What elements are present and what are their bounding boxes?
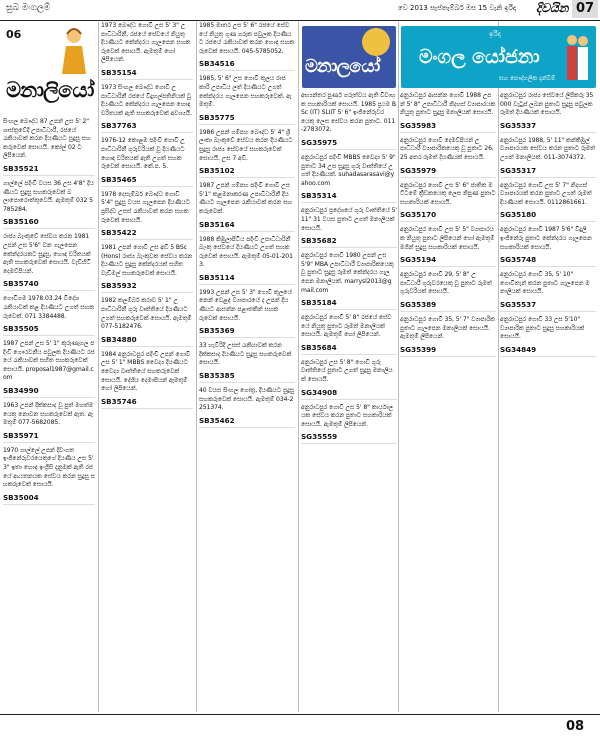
ad-reference-code: SB35775 (199, 113, 295, 125)
classified-ad-text: අනුරාධපුර ගොවි 1987 5'6" විදුලි ඉංජිනේරු පුතාට කේන්දරය ගැලපෙන සහකාරියක් සොයයි. (500, 226, 592, 251)
ad-reference-code: SG35180 (500, 210, 596, 222)
classified-ad-text: 1982 කලම්බර් කරාව 5' 1" උපාධිධාරිනී ගුරු වෘත්තියේ දියණියට උගත් සහකරුවෙක් සොයයි. ඇමතුම් 077-5182476. (101, 297, 192, 331)
ad-reference-code: SB35004 (3, 493, 95, 505)
ad-reference-code: SB35971 (3, 431, 95, 443)
column-divider (298, 22, 299, 712)
ad-reference-code: SB34516 (199, 59, 295, 71)
section-label: සුබ මංගලම් (6, 3, 51, 13)
classified-ad-text: 1988 කිඹුලාපිටිය පදිංචි උපාධිධාරිනී බැංකු සේවයේ දියණියට උගත් සහකරුවෙක් සොයයි. ඇමතුම් 05-01-2013. (199, 235, 293, 269)
couple-figure-icon (563, 32, 591, 82)
ad-column-5 (400, 92, 496, 712)
classified-ad-text: අභ්‍යන්තර පුර්ණ ගරුත්වය ඇති විවාහක සහකාරියක් සොයයි. 1985 ප්‍රථම BSc (IT) SLIIT 5' 6" ඉංජිනේරුවරයෙකු ලෙස සේවය කරන පුතාට. 011-2783072. (301, 92, 396, 134)
issue-date: වෙ 2013 සැප්තැම්බර් මස 15 වැනි ඉරිදා (398, 4, 516, 12)
ad-reference-code: SB35682 (301, 236, 397, 248)
column-divider (196, 22, 197, 712)
bride-figure-icon (56, 26, 92, 74)
section-number: 06 (6, 28, 22, 41)
ad-reference-code: SG35389 (400, 300, 496, 312)
ad-reference-code: SB35740 (3, 279, 95, 291)
classified-ad-text: අනුරාධපුර ගොවි 29, 5' 8" උපාධිධාරී ගුරුවරයෙකු වූ පුතාට රූමත් ගුරුවරියක් සොයයි. (400, 271, 492, 296)
classified-ad-text: අනුරාධපුර ගොවි 1980 උපන් උස 5'9" MBA උපාධිධාරී ව්‍යාපාරිකයෙකු වූ පුතාට සුදුසු රූමත් කේන්දරය ගැලපෙන මනාලියක්. marrysl2013@gmail.com (301, 252, 394, 294)
ad-reference-code: SB35160 (3, 217, 95, 229)
classified-ad-text: අනුරාධපුර ගොවි උස 5' 6" ජාතික මට්ටමේ ක්‍රීඩකයෙකු ලෙස නිපුණ පුතාට සහකාරියක් සොයයි. (400, 181, 496, 206)
ad-reference-code: SB35114 (199, 273, 295, 285)
brides-section-header (4, 24, 94, 116)
ad-column-3 (199, 22, 295, 712)
ad-reference-code: SB35422 (101, 228, 193, 240)
classified-ad-text: ගොවිගම 1978.03.24 විදේශ රැකියාවක් කළ දියණියට උගත් සහකරුවෙක්. 071 3384488. (3, 295, 95, 320)
classified-ad-text: 1987 උපන් උස 5' 1" කුරුණෑගල පදිංචි ගෞරවනීය පවුලක දියණියට රජයේ රැකියාවක් සහිත සහකරුවෙක් සොයයි. proposal1987@gmail.com (3, 340, 95, 382)
classified-ad-text: අනුරාධපුර ගොවි උස 5' 5" ව්‍යාපාරයක නියුතු පුතාට ලිපියෙන් හෝ ඇමතුම් මගින් සුදුසු සහකාරියක් සොයයි. (400, 226, 495, 251)
ad-reference-code: SB35154 (101, 68, 193, 80)
column-divider (398, 22, 399, 712)
classified-ad-text: අනුරාධපුර ආසන්න ගොවි 1988 උපන් 5' 8" උපාධිධාරී නිදහස් ව්‍යාපාරයක නියුතු පුතාට සුදුසු මනාලියක් සොයයි. (400, 92, 496, 117)
column-divider (498, 22, 499, 712)
proposals-title: මංගල යෝජනා (419, 46, 540, 68)
ad-reference-code: SB35521 (3, 164, 95, 176)
classified-ad-text: 1981 උපන් ගොවි උස අඩි 5 BSc (Hons) රාජ්‍ය බැංකුවක සේවය කරන දියණියට සුදුසු කේන්දරයක් සහිත වැඩිමල් සහකරුවෙක් සොයයි. (101, 244, 193, 277)
ad-reference-code: SG35983 (400, 121, 496, 133)
ad-reference-code: SB35164 (199, 220, 295, 232)
page-header (0, 0, 600, 21)
groom-figure-icon (362, 28, 390, 56)
column-divider (98, 22, 99, 712)
ad-column-4 (301, 92, 397, 712)
classified-ad-text: අනුරාධපුර ගොවි 35, 5' 7" ව්‍යාපාරික පුතාට ගැලපෙන මනාලියක් සොයයි. ඇමතුම් ලිපියෙන්. (400, 315, 495, 341)
banner-tagline: සහ පෞද්ගලික දැන්වීම් (499, 75, 556, 82)
classified-ad-text: 33 හැවිරිදි උසස් රැකියාවක් කරන දික්කසාද දියණියට සුදුසු සහකරුවෙක් සොයයි. (199, 342, 292, 367)
brides-title: මනාලියෝ (6, 78, 94, 102)
classified-ad-text: 1963 උපන් දික්කසාද වූ පුත් මහත්මයෙකු නොවන සහකරුවෙක් ඇත. ඇමතුම් 077-5682085. (3, 402, 94, 427)
ad-reference-code: SG35337 (500, 121, 596, 133)
classified-ad-text: අනුරාධපුර ගොවි උස 5' 8" කාර්යාලයක සේවය කරන පුතාට සහකාරියක් සොයයි. ඇමතුම් ලිපියෙන්. (301, 403, 394, 428)
ad-column-1 (3, 118, 95, 712)
classified-ad-text: අනුරාධපුර ගොවි දෙමව්පියන් උපාධිධාරී ව්‍යාපාරිකයෙකු වූ පුතාට 26, 25 අතර රූමත් දියණියක් සොයයි. (400, 136, 494, 161)
ad-reference-code: SB35314 (301, 191, 397, 203)
ad-reference-code: SG34908 (301, 388, 397, 400)
classified-ad-text: රාජ්‍ය බැංකුවේ සේවය කරන 1981 උපන් උස 5'6" වන ගැලපෙන කේන්දරයකට සුදුසු, හොඳ චරිතයක් ඇති සහකරුවෙක් සොයයි. වැඩිහිටි දෙමව්පියන්. (3, 233, 91, 275)
classified-ad-text: 40 වයස සිංහල ගෝත්‍ර, දියණියට සුදුසු සහකරුවෙක් සොයයි. ඇමතුම් 034-2251374. (199, 387, 295, 412)
ad-reference-code: SB37763 (101, 121, 193, 133)
ad-reference-code: SB35746 (101, 397, 193, 409)
newspaper-brand: දිවයින (536, 1, 569, 15)
proposals-section-banner (401, 26, 596, 88)
classified-ad-text: අනුරාධපුර රාජ්‍ය සේවයේ ලිපිකරු 35000 වැටුප් ලබන පුතාට සුදුසු පවුලක රූමත් දියණියක් සොයයි. (500, 92, 594, 117)
ad-reference-code: SG35979 (400, 166, 496, 178)
ad-reference-code: SB34880 (101, 335, 193, 347)
classified-ad-text: 1973 සිංහල බෞද්ධ ගොවි උපාධිධාරිනී රජයේ විදුහල්පතිනියක් වූ දියණියට කේන්දරය ගැලපෙන හොඳ චරිතයක් ඇති සහකරුවෙක් අවශ්‍යයි. (101, 83, 192, 117)
classified-ad-text: සිංහල බෞද්ධ 87 උපන් උස 5' 2" ශාස්ත්‍රවේදී උපාධිධාරී, රජයේ රැකියාවක් කරන දියණියට සුදුසු සහකරුවෙක් සොයයි. කෝල් 02 ට ලිපියෙන්. (3, 118, 91, 160)
ad-reference-code: SB35465 (101, 175, 193, 187)
classified-ad-text: 1986 උපන් ගම්පහ බෞද්ධ 5' 4" ශ්‍රී ලංකා බැංකුවේ සේවය කරන දියණියට සුදුසු රාජ්‍ය සේවයේ සහකරුවෙක් සොයයි. උස 7 අඩි. (199, 128, 293, 162)
classified-ad-text: 1985, 5' 6" උස ගොවි කුලය රාජකාරි උපාධිය ලත් දියණියට උගත් කේන්දරය ගැලපෙන සහකරුවෙක්. ඇමතුම්. (199, 75, 292, 109)
classified-ad-text: 1973 බෞද්ධ ගොවි උස 5' 3" උපාධිධාරිනී, රජයේ සේවයේ නියුතු දියණියට කේන්දරය ගැලපෙන සහකරුවෙක් සොයයි. ඇමතුම් හෝ ලිපියෙන්. (101, 22, 191, 64)
classified-ad-text: අනුරාධපුර ප්‍රදේශයේ ගුරු වෘත්තියේ 5' 11" 31 වයස පුතාට උගත් මනාලියක් සොයයි. (301, 207, 397, 232)
classified-ad-text: අනුරාධපුර ගොවි උස 5' 7" නිදහස් ව්‍යාපාරයක් කරන පුතාට උගත් රූමත් දියණියක් සොයයි. 0112861661. (500, 181, 592, 206)
ad-reference-code: SB35505 (3, 324, 95, 336)
ad-reference-code: SB34990 (3, 386, 95, 398)
ad-reference-code: SG35975 (301, 138, 397, 150)
classified-ad-text: අනුරාධපුර ගොවි 35, 5' 10" ගොවිතැන් කරන පුතාට ගැලපෙන මනාලියක් සොයයි. (500, 271, 590, 296)
classified-ad-text: 1976-12 කොළඹ පදිංචි ගොවි උපාධිධාරිනී ගුරුවරියක් වූ දියණියට හොඳ චරිතයක් ඇති උගත් සහකරුවෙක් සොයයි. කේ.ප. 5. (101, 137, 185, 171)
ad-reference-code: SB35369 (199, 326, 295, 338)
classified-ad-text: අනුරාධපුර ගොවි 33 උස 5'10" ව්‍යාපාරික පුතාට සුදුසු සහකාරියක් සොයයි. (500, 315, 585, 341)
page-number: 07 (572, 0, 598, 18)
ad-column-2 (101, 22, 193, 712)
classified-ad-text: අනුරාධපුර 1988, 5' 11" කන්කිඹුල් ව්‍යාපාරයක සේවය කරන පුතාට රූමත් උගත් මනාලියක්. 011-3074372. (500, 136, 595, 161)
grooms-section-banner (302, 26, 396, 88)
grooms-title: මනාලයෝ (305, 56, 380, 77)
banner-subtitle: ඉරිදා (489, 30, 501, 38)
ad-reference-code: SG35537 (500, 300, 596, 312)
classified-ad-text: 1978 දෙසැම්බර් බෞද්ධ ගොවි 5'4" සුදුසු වයස ගැලපෙන දියණියට ප්‍රසිද්ධ උසස් රැකියාවක් කරන සහකරුවෙක් සොයයි. (101, 190, 190, 224)
ad-reference-code: SG35317 (500, 166, 596, 178)
classified-ad-text: 1984 අනුරාධපුර පදිංචි උපන් ගොවි උස 5' 1" MBBS වෛද්‍ය දියණියට වෛද්‍ය වෘත්තියේ සහකරුවෙක් සොයයි. දේශීය දෙමාපියන් ඇමතුම් හෝ ලිපියෙන්. (101, 350, 191, 393)
classified-ad-text: අනුරාධපුර උස 5' 8" ගොවි ගුරු වෘත්තියේ පුතාට උගත් සුදුසු මනාලියක් සොයයි. (301, 358, 393, 384)
ad-reference-code: SG35194 (400, 255, 496, 267)
ad-reference-code: SB35184 (301, 298, 397, 310)
ad-reference-code: SG34849 (500, 345, 596, 357)
classified-ad-text: අනුරාධපුර පදිංචි MBBS වෛද්‍ය 5' 9" පුතාට 34 උස සුදුසු ගුරු වෘත්තියේ උගත් දියණියක්. suhadasarasavi@yahoo.com (301, 153, 396, 187)
ad-reference-code: SB35462 (199, 416, 295, 428)
ad-reference-code: SG35399 (400, 345, 496, 357)
ad-reference-code: SB35684 (301, 343, 397, 355)
ad-column-6 (500, 92, 596, 712)
ad-reference-code: SG35748 (500, 255, 596, 267)
ad-reference-code: SB35385 (199, 371, 295, 383)
classified-ad-text: 1970 ගාල්ලේ උපන් දිවංගත ඉංජිනේරුවරයෙකුගේ දියණිය උස 5' 3" ඉතා හොඳ ඉංග්‍රීසි දැනුමක් ඇති රජයේ ආයතනයක සේවය කරන සුදුසු සහකරුවෙක් සොයයි. (3, 446, 95, 489)
next-page-number: 08 (566, 719, 585, 734)
classified-ad-text: 1985 මාතර උස 5' 6" රජයේ සේවයේ නියුතු ගුණ ගරුක පවුලක දියණියට රජයේ රැකියාවක් කරන හොඳ සහකරුවෙක් සොයයි. 045-5785052. (199, 22, 295, 55)
ad-reference-code: SG35559 (301, 432, 397, 444)
ad-reference-code: SG35170 (400, 210, 496, 222)
classified-ad-text: අනුරාධපුර ගොවි 5' 8" රජයේ සේවයේ නියුතු පුතාට රූමත් මනාලියක් සොයයි. ඇමතුම් හෝ ලිපියෙන්. (301, 314, 392, 339)
page-footer (0, 714, 600, 738)
ad-reference-code: SB35102 (199, 166, 295, 178)
ad-reference-code: SB35932 (101, 281, 193, 293)
classified-ad-text: 1993 උපන් උස 5' 3" ගොවි කුලයේ නෙන් වෙළඳ ව්‍යාපාරයේ ද උපන් දියණියට ආසන්න පළාතකින් සහකරුවෙක් සොයයි. (199, 288, 292, 322)
classified-ad-text: ගාල්ලේ පදිංචි වයස 36 උස 4'8" දියණියට සුදුසු සහකරුවෙක් බලාපොරොත්තුවෙයි. ඇමතුම් 032 5785284. (3, 179, 94, 213)
classified-ad-text: 1987 උපන් ගම්පහ පදිංචි ගොවි උස 5'1" කළමනාකරණ උපාධිධාරිනී දියණියට ගැලපෙන රැකියාවක් කරන සහකරුවෙක්. (199, 182, 293, 215)
